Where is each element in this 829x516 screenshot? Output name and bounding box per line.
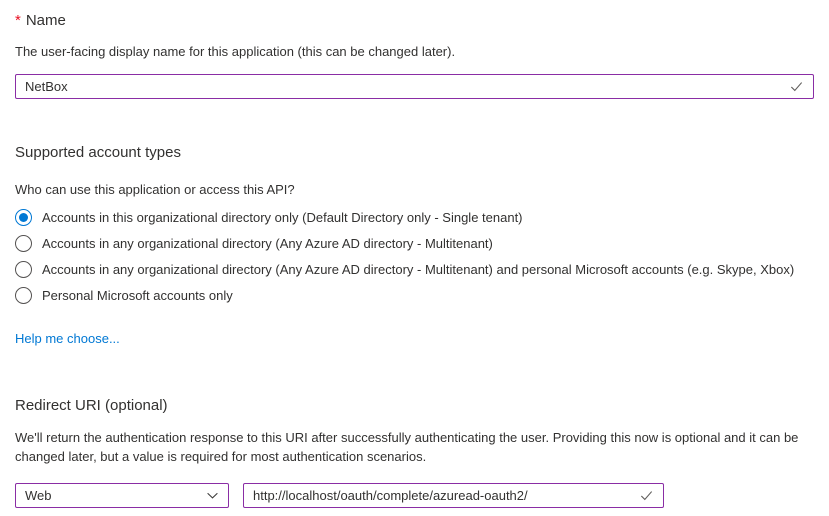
required-asterisk: * bbox=[15, 12, 21, 29]
platform-select[interactable] bbox=[15, 483, 229, 508]
name-section-title bbox=[15, 0, 814, 30]
account-type-option-3[interactable] bbox=[15, 282, 814, 308]
radio-unselected-icon[interactable] bbox=[15, 287, 32, 304]
name-label: Name bbox=[25, 12, 66, 29]
checkmark-icon bbox=[789, 79, 804, 94]
name-description: The user-facing display name for this application (this can be changed later). bbox=[15, 44, 456, 59]
redirect-uri-row bbox=[15, 483, 814, 508]
account-type-option-0[interactable] bbox=[15, 204, 814, 230]
chevron-down-icon bbox=[206, 489, 219, 502]
account-type-option-1[interactable] bbox=[15, 230, 814, 256]
radio-unselected-icon[interactable] bbox=[15, 235, 32, 252]
help-me-choose-link[interactable]: Help me choose... bbox=[15, 331, 120, 346]
account-types-radio-group bbox=[15, 204, 814, 308]
redirect-uri-description: We'll return the authentication response to this URI after successfully authenticating the user. Providing this now is optional and it can be changed later, but a value is required for most authentication scenarios. bbox=[15, 430, 799, 464]
account-types-title: Supported account types bbox=[15, 144, 181, 161]
redirect-uri-input-container bbox=[243, 483, 664, 508]
platform-select-value: Web bbox=[25, 488, 52, 503]
redirect-uri-input[interactable] bbox=[253, 488, 631, 503]
radio-selected-icon[interactable] bbox=[15, 209, 32, 226]
redirect-uri-title: Redirect URI (optional) bbox=[15, 397, 168, 414]
name-input[interactable] bbox=[25, 79, 781, 94]
checkmark-icon bbox=[639, 488, 654, 503]
account-type-option-label: Accounts in any organizational directory (Any Azure AD directory - Multitenant) and personal Microsoft accounts (e.g. Skype, Xbox) bbox=[42, 261, 795, 277]
name-input-container bbox=[15, 74, 814, 99]
account-type-option-label: Accounts in this organizational directory only (Default Directory only - Single tenant) bbox=[42, 209, 523, 225]
radio-unselected-icon[interactable] bbox=[15, 261, 32, 278]
account-types-question: Who can use this application or access this API? bbox=[15, 182, 295, 197]
account-type-option-2[interactable] bbox=[15, 256, 814, 282]
account-type-option-label: Personal Microsoft accounts only bbox=[42, 287, 233, 303]
account-type-option-label: Accounts in any organizational directory (Any Azure AD directory - Multitenant) bbox=[42, 235, 493, 251]
